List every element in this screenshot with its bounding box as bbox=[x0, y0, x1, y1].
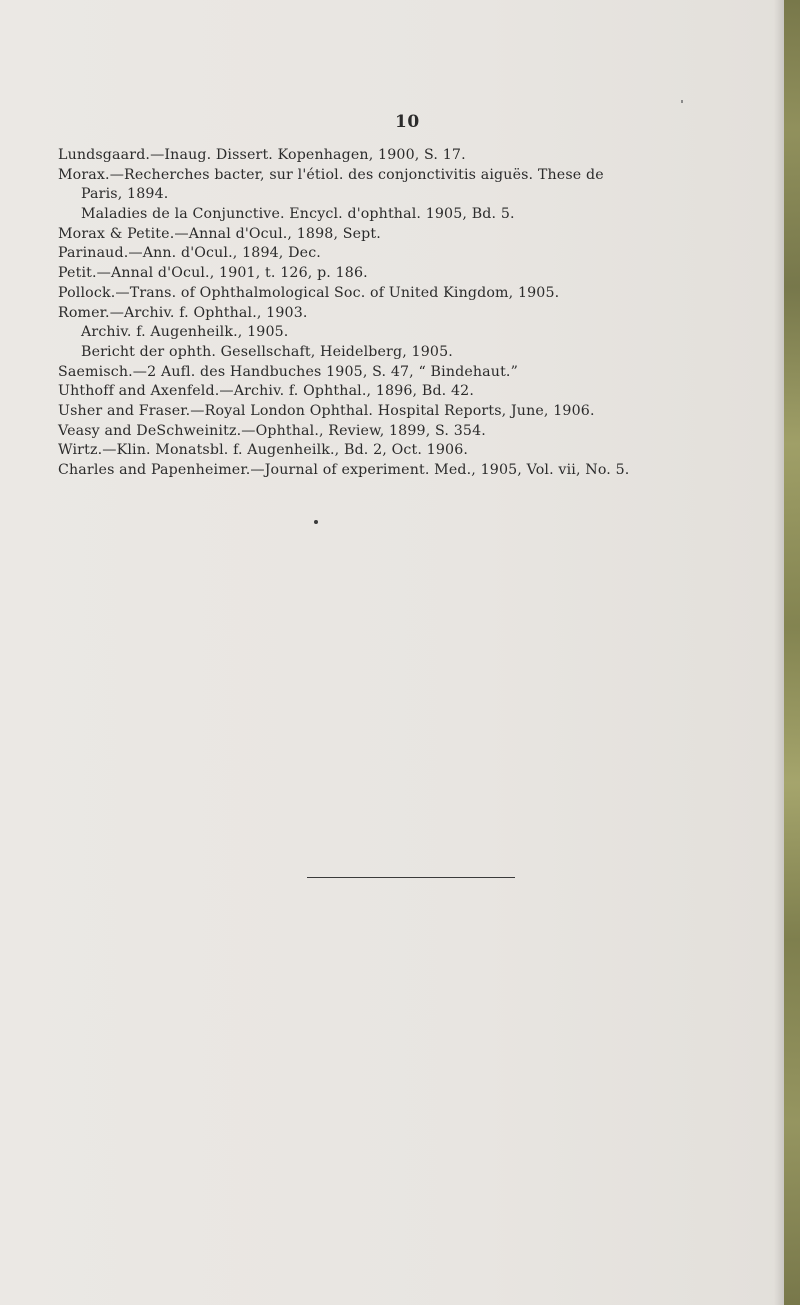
reference-line: Parinaud.—Ann. d'Ocul., 1894, Dec. bbox=[58, 245, 321, 262]
reference-line: Uhthoff and Axenfeld.—Archiv. f. Ophthal., 1896, Bd. 42. bbox=[58, 383, 475, 400]
reference-line: Romer.—Archiv. f. Ophthal., 1903. bbox=[58, 304, 308, 321]
reference-line: Veasy and DeSchweinitz.—Ophthal., Review, 1899, S. 354. bbox=[58, 422, 486, 439]
reference-line: Lundsgaard.—Inaug. Dissert. Kopenhagen, 1900, S. 17. bbox=[58, 147, 466, 163]
reference-line: Paris, 1894. bbox=[81, 186, 169, 203]
scan-speck bbox=[681, 100, 683, 103]
reference-line: Pollock.—Trans. of Ophthalmological Soc. of United Kingdom, 1905. bbox=[58, 284, 560, 301]
ink-dot bbox=[314, 520, 318, 524]
reference-line: Archiv. f. Augenheilk., 1905. bbox=[81, 324, 289, 341]
reference-list bbox=[58, 146, 782, 481]
reference-line: Saemisch.—2 Aufl. des Handbuches 1905, S. 47, “ Bindehaut.” bbox=[58, 363, 518, 380]
reference-line: Morax & Petite.—Annal d'Ocul., 1898, Sept. bbox=[58, 225, 381, 242]
reference-line: Morax.—Recherches bacter, sur l'étiol. des conjonctivitis aiguës. These de bbox=[58, 166, 604, 183]
section-divider bbox=[307, 877, 515, 878]
reference-line: Bericht der ophth. Gesellschaft, Heidelberg, 1905. bbox=[81, 343, 453, 360]
reference-line: Charles and Papenheimer.—Journal of experiment. Med., 1905, Vol. vii, No. 5. bbox=[58, 462, 630, 478]
reference-line: Petit.—Annal d'Ocul., 1901, t. 126, p. 186. bbox=[58, 265, 368, 282]
reference-line: Wirtz.—Klin. Monatsbl. f. Augenheilk., Bd. 2, Oct. 1906. bbox=[58, 442, 469, 459]
reference-line: Usher and Fraser.—Royal London Ophthal. Hospital Reports, June, 1906. bbox=[58, 402, 595, 419]
page-edge-strip bbox=[784, 0, 800, 1305]
page-number: 10 bbox=[395, 112, 420, 132]
reference-line: Maladies de la Conjunctive. Encycl. d'ophthal. 1905, Bd. 5. bbox=[81, 206, 515, 223]
